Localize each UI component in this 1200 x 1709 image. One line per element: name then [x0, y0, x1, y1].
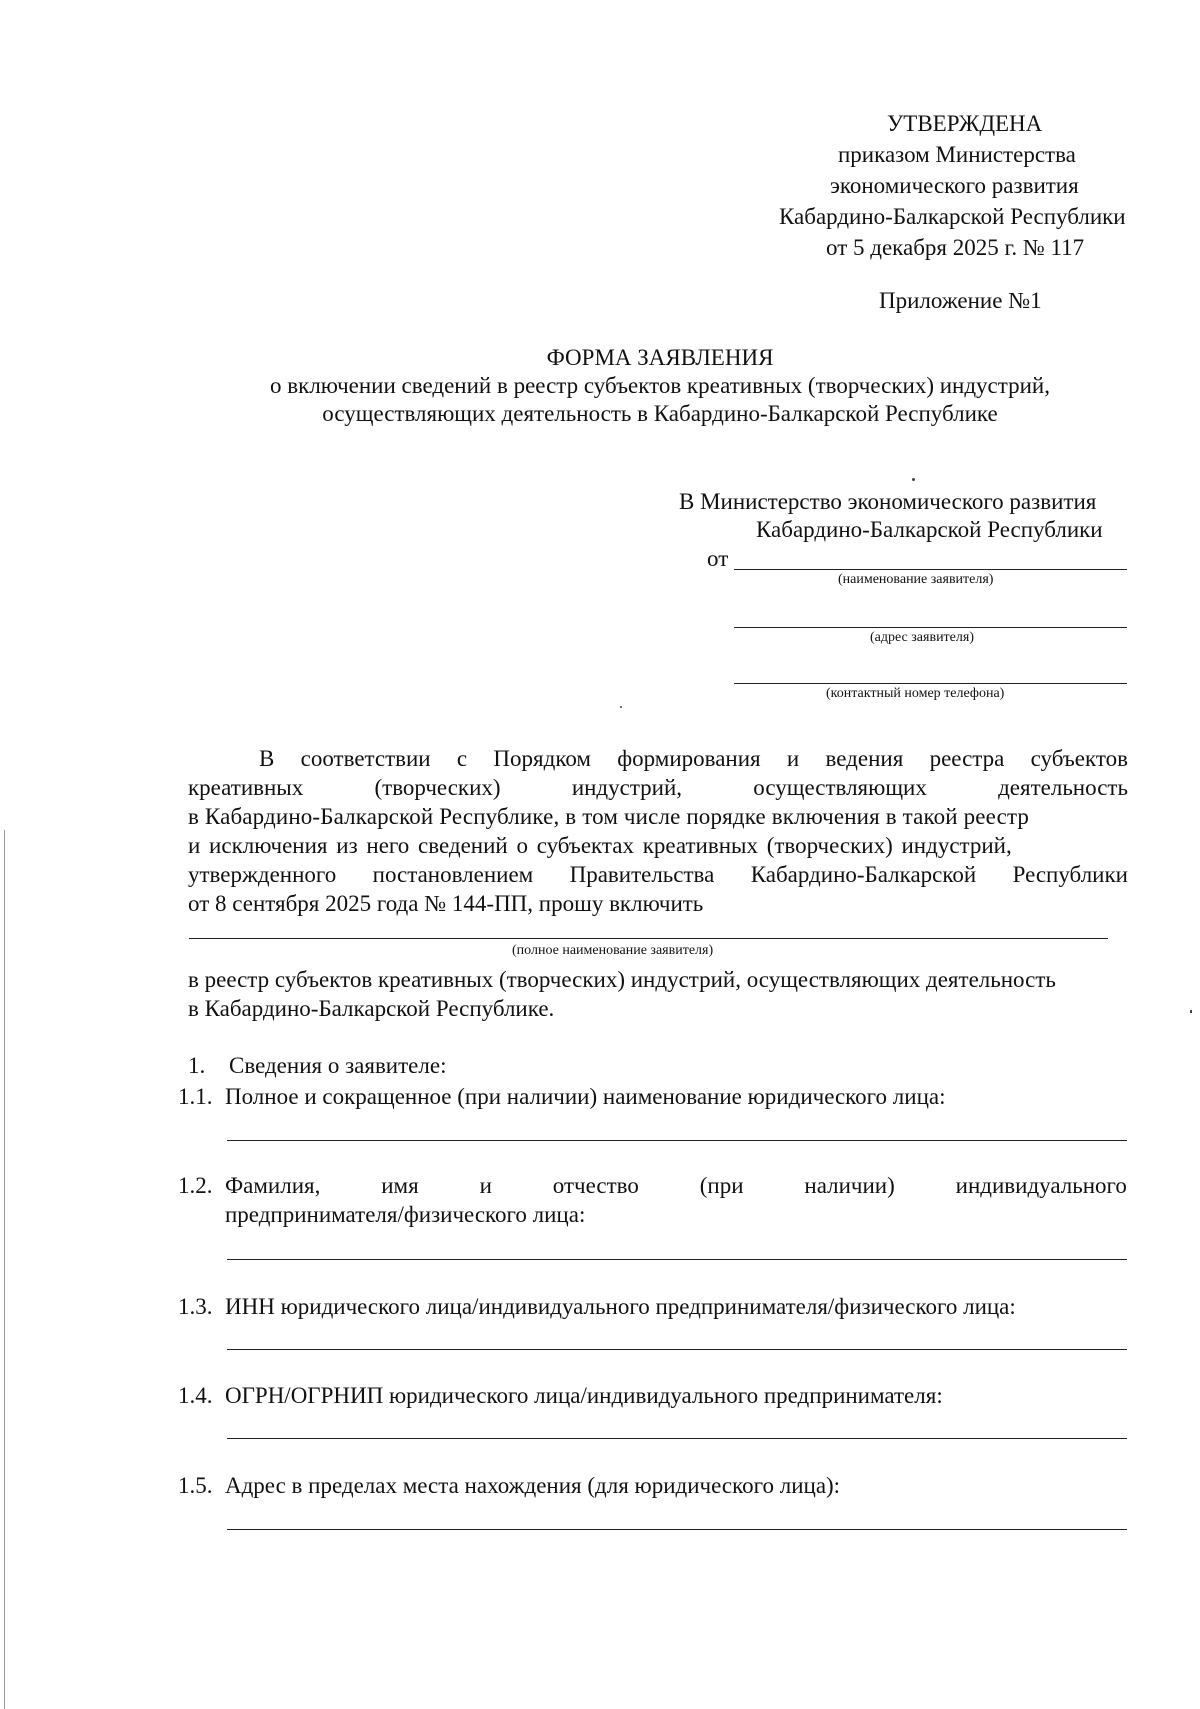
scan-dot — [1190, 1010, 1192, 1013]
section-1-3-number: 1.3. — [178, 1294, 213, 1319]
request-paragraph — [188, 744, 1128, 918]
applicant-name-line — [734, 569, 1127, 570]
form-title: ФОРМА ЗАЯВЛЕНИЯ — [546, 345, 774, 370]
paragraph-line-6: от 8 сентября 2025 года № 144-ПП, прошу включить — [188, 891, 704, 916]
section-1-2-line2: предпринимателя/физического лица: — [225, 1202, 586, 1227]
applicant-name-caption: (наименование заявителя) — [838, 572, 994, 587]
paragraph-line-1: В соответствии с Порядком формирования и ведения реестра субъектов — [259, 746, 1128, 771]
applicant-phone-line — [734, 683, 1127, 684]
paragraph-line-4: и исключения из него сведений о субъектах креативных (творческих) индустрий, — [188, 833, 1012, 858]
scan-dot — [912, 478, 915, 481]
approval-block — [760, 108, 1160, 263]
applicant-address-line — [734, 627, 1127, 628]
approval-region: Кабардино-Балкарской Республики — [779, 204, 1126, 229]
section-1-3-field-line — [227, 1349, 1127, 1350]
applicant-full-name-line — [189, 938, 1108, 939]
section-1-title: Сведения о заявителе: — [229, 1053, 447, 1078]
paragraph-line-5: утвержденного постановлением Правительства Кабардино-Балкарской Республики — [188, 862, 1128, 887]
section-1-2-line1: Фамилия, имя и отчество (при наличии) индивидуального — [225, 1173, 1127, 1198]
scan-dot — [620, 706, 622, 708]
appendix-label: Приложение №1 — [879, 288, 1042, 313]
section-1-5-field-line — [227, 1529, 1127, 1530]
form-subtitle-line2: осуществляющих деятельность в Кабардино-Балкарской Республике — [322, 401, 998, 426]
paragraph-line-8: в Кабардино-Балкарской Республике. — [188, 996, 555, 1021]
paragraph-line-3: в Кабардино-Балкарской Республике, в том числе порядке включения в такой реестр — [188, 804, 1030, 829]
addressee-from-label: от — [707, 546, 729, 571]
section-1-4-text: ОГРН/ОГРНИП юридического лица/индивидуального предпринимателя: — [225, 1383, 943, 1408]
addressee-region: Кабардино-Балкарской Республики — [756, 517, 1103, 542]
section-1-1-number: 1.1. — [178, 1084, 213, 1109]
approval-order: приказом Министерства — [838, 142, 1076, 167]
scan-edge-mark — [4, 830, 5, 1709]
addressee-ministry: В Министерство экономического развития — [679, 489, 1097, 514]
form-subtitle-line1: о включении сведений в реестр субъектов креативных (творческих) индустрий, — [270, 373, 1050, 398]
approval-ministry: экономического развития — [830, 173, 1079, 198]
applicant-full-name-caption: (полное наименование заявителя) — [512, 943, 714, 958]
applicant-address-caption: (адрес заявителя) — [870, 630, 974, 645]
section-1-4-number: 1.4. — [178, 1383, 213, 1408]
applicant-phone-caption: (контактный номер телефона) — [826, 686, 1005, 701]
section-1-2-field-line — [227, 1259, 1127, 1260]
section-1-5-number: 1.5. — [178, 1473, 213, 1498]
paragraph-line-2: креативных (творческих) индустрий, осуществляющих деятельность — [188, 775, 1128, 800]
section-1-3-text: ИНН юридического лица/индивидуального предпринимателя/физического лица: — [225, 1294, 1016, 1319]
section-1-1-field-line — [227, 1140, 1127, 1141]
section-1-2-number: 1.2. — [178, 1173, 213, 1198]
paragraph-line-7: в реестр субъектов креативных (творческих) индустрий, осуществляющих деятельность — [188, 967, 1056, 992]
section-1-1-text: Полное и сокращенное (при наличии) наименование юридического лица: — [225, 1084, 946, 1109]
section-1-number: 1. — [188, 1053, 206, 1078]
approval-status: УТВЕРЖДЕНА — [887, 111, 1043, 136]
approval-date: от 5 декабря 2025 г. № 117 — [826, 235, 1085, 260]
section-1-4-field-line — [227, 1438, 1127, 1439]
section-1-5-text: Адрес в пределах места нахождения (для юридического лица): — [225, 1473, 841, 1498]
